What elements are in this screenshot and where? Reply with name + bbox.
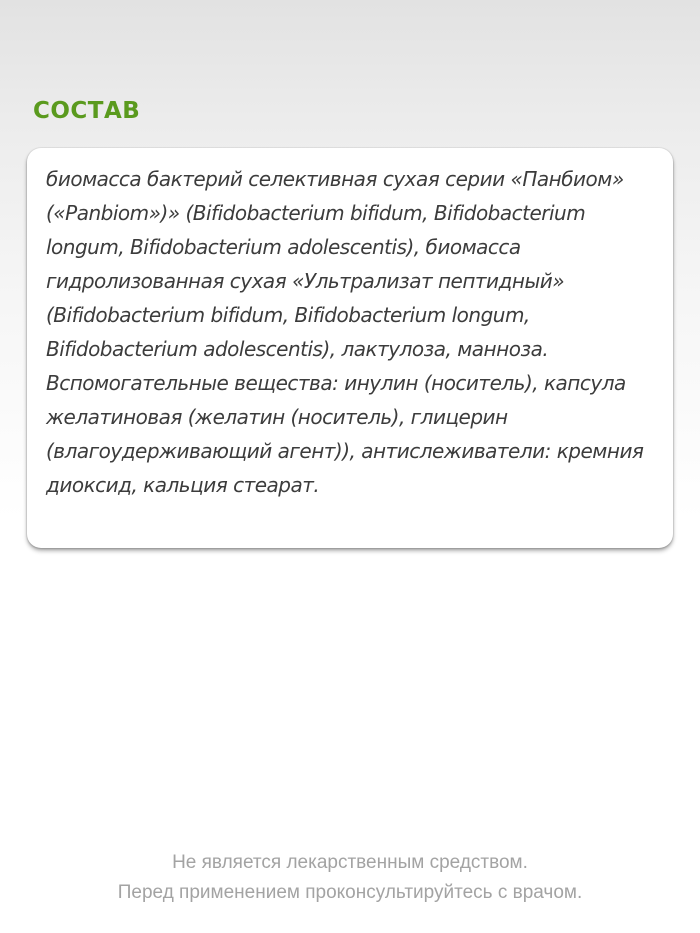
section-title: СОСТАВ <box>33 98 141 124</box>
disclaimer <box>0 848 700 908</box>
disclaimer-line-1: Не является лекарственным средством. <box>172 852 528 873</box>
composition-card <box>27 148 673 548</box>
disclaimer-line-2: Перед применением проконсультируйтесь с врачом. <box>117 882 583 903</box>
composition-text: биомасса бактерий селективная сухая серии «Панбиом» («Panbiom»)» (Bifidobacterium bifidum, Bifidobacterium longum, Bifidobacterium adolescentis), биомасса гидролизованная сухая «Ультрализат пептидный» (Bifidobacterium bifidum, Bifidobacterium longum, Bifidobacterium adolescentis), лактулоза, манноза. Вспомогательные вещества: инулин (носитель), капсула желатиновая (желатин (носитель), глицерин (влагоудерживающий агент)), антислеживатели: кремния диоксид, кальция стеарат. <box>46 167 644 497</box>
